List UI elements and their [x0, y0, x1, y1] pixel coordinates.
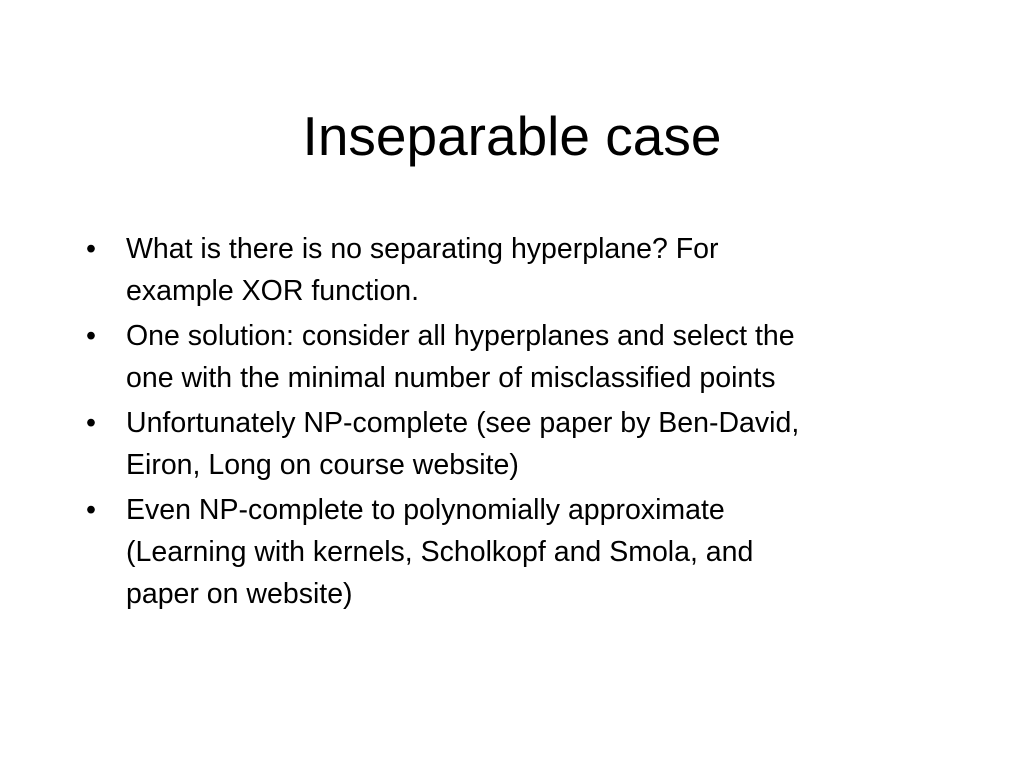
- bullet-list: [86, 228, 956, 618]
- bullet-line: Unfortunately NP-complete (see paper by Ben-David,: [126, 407, 800, 439]
- slide-title: Inseparable case: [302, 105, 722, 167]
- bullet-icon: •: [86, 320, 96, 352]
- bullet-icon: •: [86, 233, 96, 265]
- bullet-icon: •: [86, 407, 96, 439]
- bullet-line: Eiron, Long on course website): [126, 449, 519, 481]
- bullet-line: One solution: consider all hyperplanes and select the: [126, 320, 795, 352]
- bullet-line: paper on website): [126, 578, 353, 610]
- bullet-item: [86, 315, 956, 399]
- bullet-line: What is there is no separating hyperplane? For: [126, 233, 719, 265]
- bullet-icon: •: [86, 494, 96, 526]
- bullet-line: Even NP-complete to polynomially approximate: [126, 494, 725, 526]
- bullet-item: [86, 228, 956, 312]
- bullet-line: example XOR function.: [126, 275, 420, 307]
- bullet-item: [86, 489, 956, 615]
- bullet-line: one with the minimal number of misclassified points: [126, 362, 776, 394]
- bullet-item: [86, 402, 956, 486]
- bullet-line: (Learning with kernels, Scholkopf and Smola, and: [126, 536, 754, 568]
